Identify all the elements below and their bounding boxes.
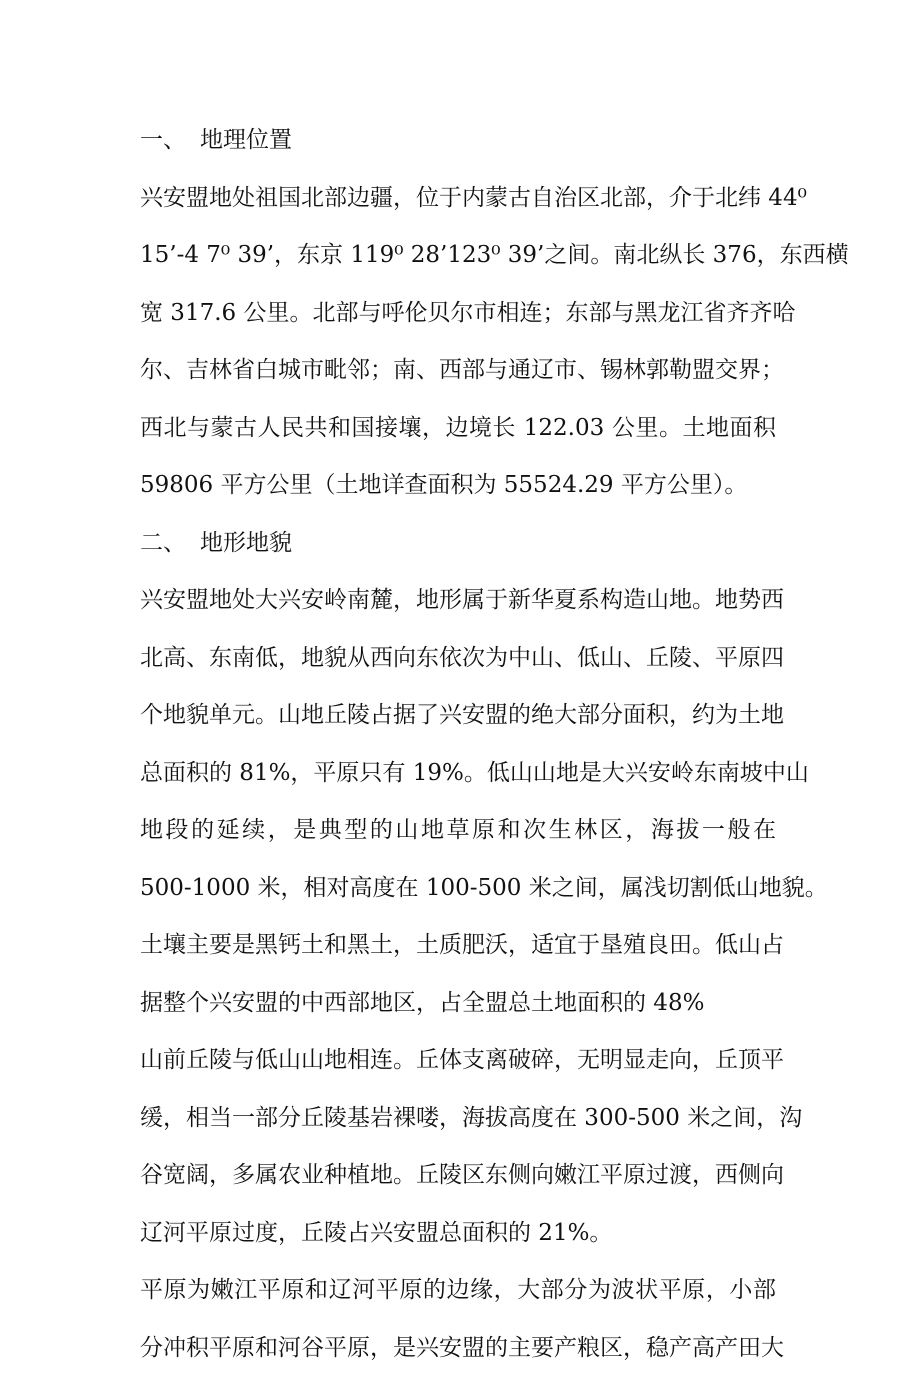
- text-line: 山前丘陵与低山山地相连。丘体支离破碎，无明显走向，丘顶平: [140, 1032, 776, 1090]
- text-line: 总面积的 81%，平原只有 19%。低山山地是大兴安岭东南坡中山: [140, 745, 776, 803]
- section-number: 二、: [140, 515, 200, 573]
- text-line: 分冲积平原和河谷平原，是兴安盟的主要产粮区，稳产高产田大: [140, 1320, 776, 1377]
- text-line: 兴安盟地处大兴安岭南麓，地形属于新华夏系构造山地。地势西: [140, 572, 776, 630]
- text-line: 宽 317.6 公里。北部与呼伦贝尔市相连；东部与黑龙江省齐齐哈: [140, 285, 776, 343]
- text-line: 据整个兴安盟的中西部地区，占全盟总土地面积的 48%: [140, 975, 776, 1033]
- text-line: 西北与蒙古人民共和国接壤，边境长 122.03 公里。土地面积: [140, 400, 776, 458]
- section-title: 地理位置: [200, 127, 292, 153]
- text-line: 15’-4 7⁰ 39’，东京 119⁰ 28’123⁰ 39’之间。南北纵长 376，东西横: [140, 227, 776, 285]
- text-line: 平原为嫩江平原和辽河平原的边缘，大部分为波状平原，小部: [140, 1262, 776, 1320]
- text-line: 缓，相当一部分丘陵基岩裸喽，海拔高度在 300-500 米之间，沟: [140, 1090, 776, 1148]
- text-line: 辽河平原过度，丘陵占兴安盟总面积的 21%。: [140, 1205, 776, 1263]
- text-line: 谷宽阔，多属农业种植地。丘陵区东侧向嫩江平原过渡，西侧向: [140, 1147, 776, 1205]
- text-line: 兴安盟地处祖国北部边疆，位于内蒙古自治区北部，介于北纬 44⁰: [140, 170, 776, 228]
- text-line: 地段的延续，是典型的山地草原和次生林区，海拔一般在: [140, 802, 776, 860]
- paragraph-hills: [140, 1032, 776, 1262]
- text-line: 北高、东南低，地貌从西向东依次为中山、低山、丘陵、平原四: [140, 630, 776, 688]
- text-line: 500-1000 米，相对高度在 100-500 米之间，属浅切割低山地貌。: [140, 860, 776, 918]
- text-line: 个地貌单元。山地丘陵占据了兴安盟的绝大部分面积，约为土地: [140, 687, 776, 745]
- section-heading-location: [140, 112, 776, 170]
- text-line: 尔、吉林省白城市毗邻；南、西部与通辽市、锡林郭勒盟交界；: [140, 342, 776, 400]
- paragraph-location: [140, 170, 776, 515]
- section-title: 地形地貌: [200, 530, 292, 556]
- document-body: [140, 112, 776, 1377]
- text-line: 59806 平方公里（土地详查面积为 55524.29 平方公里）。: [140, 457, 776, 515]
- paragraph-plains: [140, 1262, 776, 1377]
- text-line: 土壤主要是黑钙土和黑土，土质肥沃，适宜于垦殖良田。低山占: [140, 917, 776, 975]
- section-heading-terrain: [140, 515, 776, 573]
- section-number: 一、: [140, 112, 200, 170]
- paragraph-terrain-overview: [140, 572, 776, 1032]
